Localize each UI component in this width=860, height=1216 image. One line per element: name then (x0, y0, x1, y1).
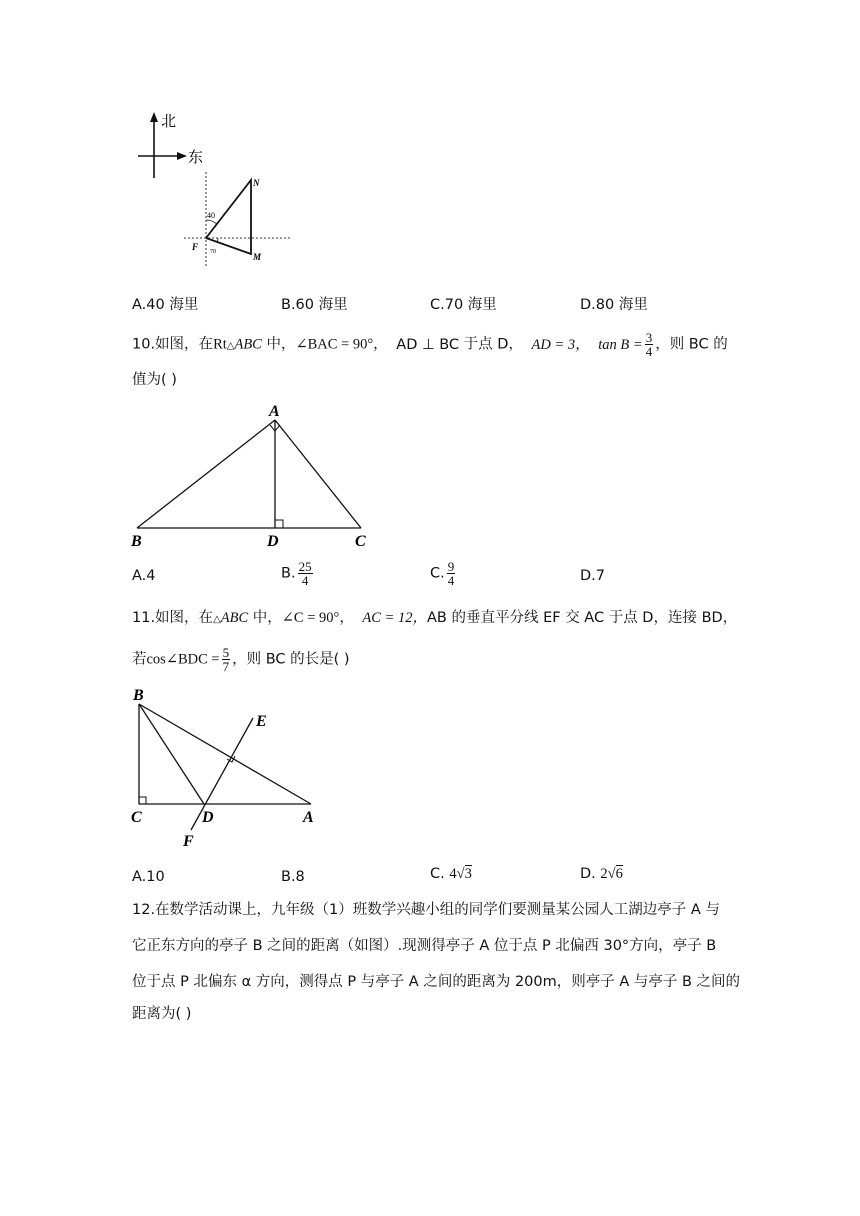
q11-prefix: 11.如图，在 (132, 610, 214, 626)
point-a-label: A (269, 403, 280, 420)
point-n-label: N (253, 178, 260, 188)
point-b-label: B (133, 687, 144, 704)
point-c-label: C (355, 533, 366, 550)
q12-stem-line2: 它正东方向的亭子 B 之间的距离（如图）.现测得亭子 A 位于点 P 北偏西 30°方向，亭子 B (132, 938, 717, 954)
east-label: 东 (188, 150, 204, 166)
q10-option-a[interactable]: A.4 (132, 568, 156, 584)
q11-triangle-symbol: △ (213, 614, 221, 625)
q10-rt: Rt (213, 336, 227, 353)
q10-figure (125, 398, 385, 550)
right-angle-mark-c (139, 797, 146, 804)
q10-yudian: 于点 D， (459, 336, 523, 353)
q12-stem-line1: 12.在数学活动课上，九年级（1）班数学兴趣小组的同学们要测量某公园人工湖边亭子 A 与 (132, 902, 720, 918)
point-b-label: B (131, 533, 142, 550)
q9-option-b[interactable]: B.60 海里 (281, 297, 348, 313)
q10-suffix: ，则 BC 的 (655, 336, 728, 353)
north-label: 北 (161, 114, 177, 130)
q10-zhong: 中， (261, 336, 296, 353)
q11-option-d[interactable]: D. 2√6 (580, 866, 623, 882)
q11-cos: cos∠BDC = (146, 651, 220, 668)
q11-ac12: AC = 12， (362, 610, 427, 626)
point-c-label: C (131, 809, 142, 826)
angle-40-label: 40 (207, 211, 215, 220)
q10-stem-line1 (132, 331, 728, 358)
point-d-label: D (202, 809, 214, 826)
point-e-label: E (256, 713, 267, 730)
q10-option-d[interactable]: D.7 (580, 568, 605, 584)
angle-70-label: 70 (210, 249, 216, 255)
q11-stem-line2: 若cos∠BDC = $\frac{5}{7}$ ，则 BC 的长是( ) (132, 645, 350, 674)
q11-figure (125, 682, 335, 852)
segment-bd (139, 704, 204, 804)
q10-ad3: AD = 3， (531, 336, 590, 353)
q11-option-b[interactable]: B.8 (281, 869, 305, 885)
q11-option-a[interactable]: A.10 (132, 869, 165, 885)
q11-stem-line1 (132, 609, 737, 629)
point-a-label: A (303, 809, 314, 826)
segment-ac (275, 420, 361, 528)
q10-tanb: tan B = (598, 336, 643, 353)
line-ef (191, 718, 253, 830)
point-f-label: F (192, 242, 199, 252)
q10-angle-bac: ∠BAC = 90°， (295, 336, 388, 353)
q10-ad-perp: AD ⊥ BC (396, 336, 460, 353)
point-m-label: M (253, 252, 262, 262)
q10-fraction: $\frac{3}{4}$ (645, 330, 653, 359)
q9-option-d[interactable]: D.80 海里 (580, 297, 648, 313)
q11-abc: ABC (220, 610, 249, 626)
right-angle-mark-d (275, 520, 283, 528)
point-d-label: D (267, 533, 279, 550)
east-arrow-icon (177, 152, 187, 160)
q10-abc: ABC (234, 336, 262, 353)
q12-stem-line4: 距离为( ) (132, 1006, 192, 1022)
q11-rest: AB 的垂直平分线 EF 交 AC 于点 D，连接 BD， (427, 610, 738, 626)
q10-triangle-symbol: △ (226, 340, 235, 352)
q12-stem-line3: 位于点 P 北偏东 α 方向，测得点 P 与亭子 A 之间的距离为 200m，则亭子 A 与亭子 B 之间的 (132, 974, 741, 990)
q11-angle-c: ∠C = 90°， (281, 610, 354, 626)
q9-option-c[interactable]: C.70 海里 (430, 297, 497, 313)
segment-ba (139, 704, 311, 804)
angle-arc-40 (206, 220, 217, 224)
q10-stem-line2: 值为( ) (132, 372, 177, 388)
q10-prefix: 10.如图，在 (132, 336, 214, 353)
q11-option-c[interactable]: C. 4√3 (430, 866, 472, 882)
q11-fraction: $\frac{5}{7}$ (222, 645, 230, 674)
q10-option-c[interactable]: C. $\frac{9}{4}$ (430, 559, 455, 588)
point-f-label: F (183, 833, 194, 850)
segment-ab (137, 420, 275, 528)
q10-option-b[interactable]: B. $\frac{25}{4}$ (281, 559, 312, 588)
compass-figure (130, 108, 300, 273)
north-arrow-icon (150, 112, 158, 122)
q9-option-a[interactable]: A.40 海里 (132, 297, 199, 313)
q11-zhong: 中， (248, 610, 282, 626)
